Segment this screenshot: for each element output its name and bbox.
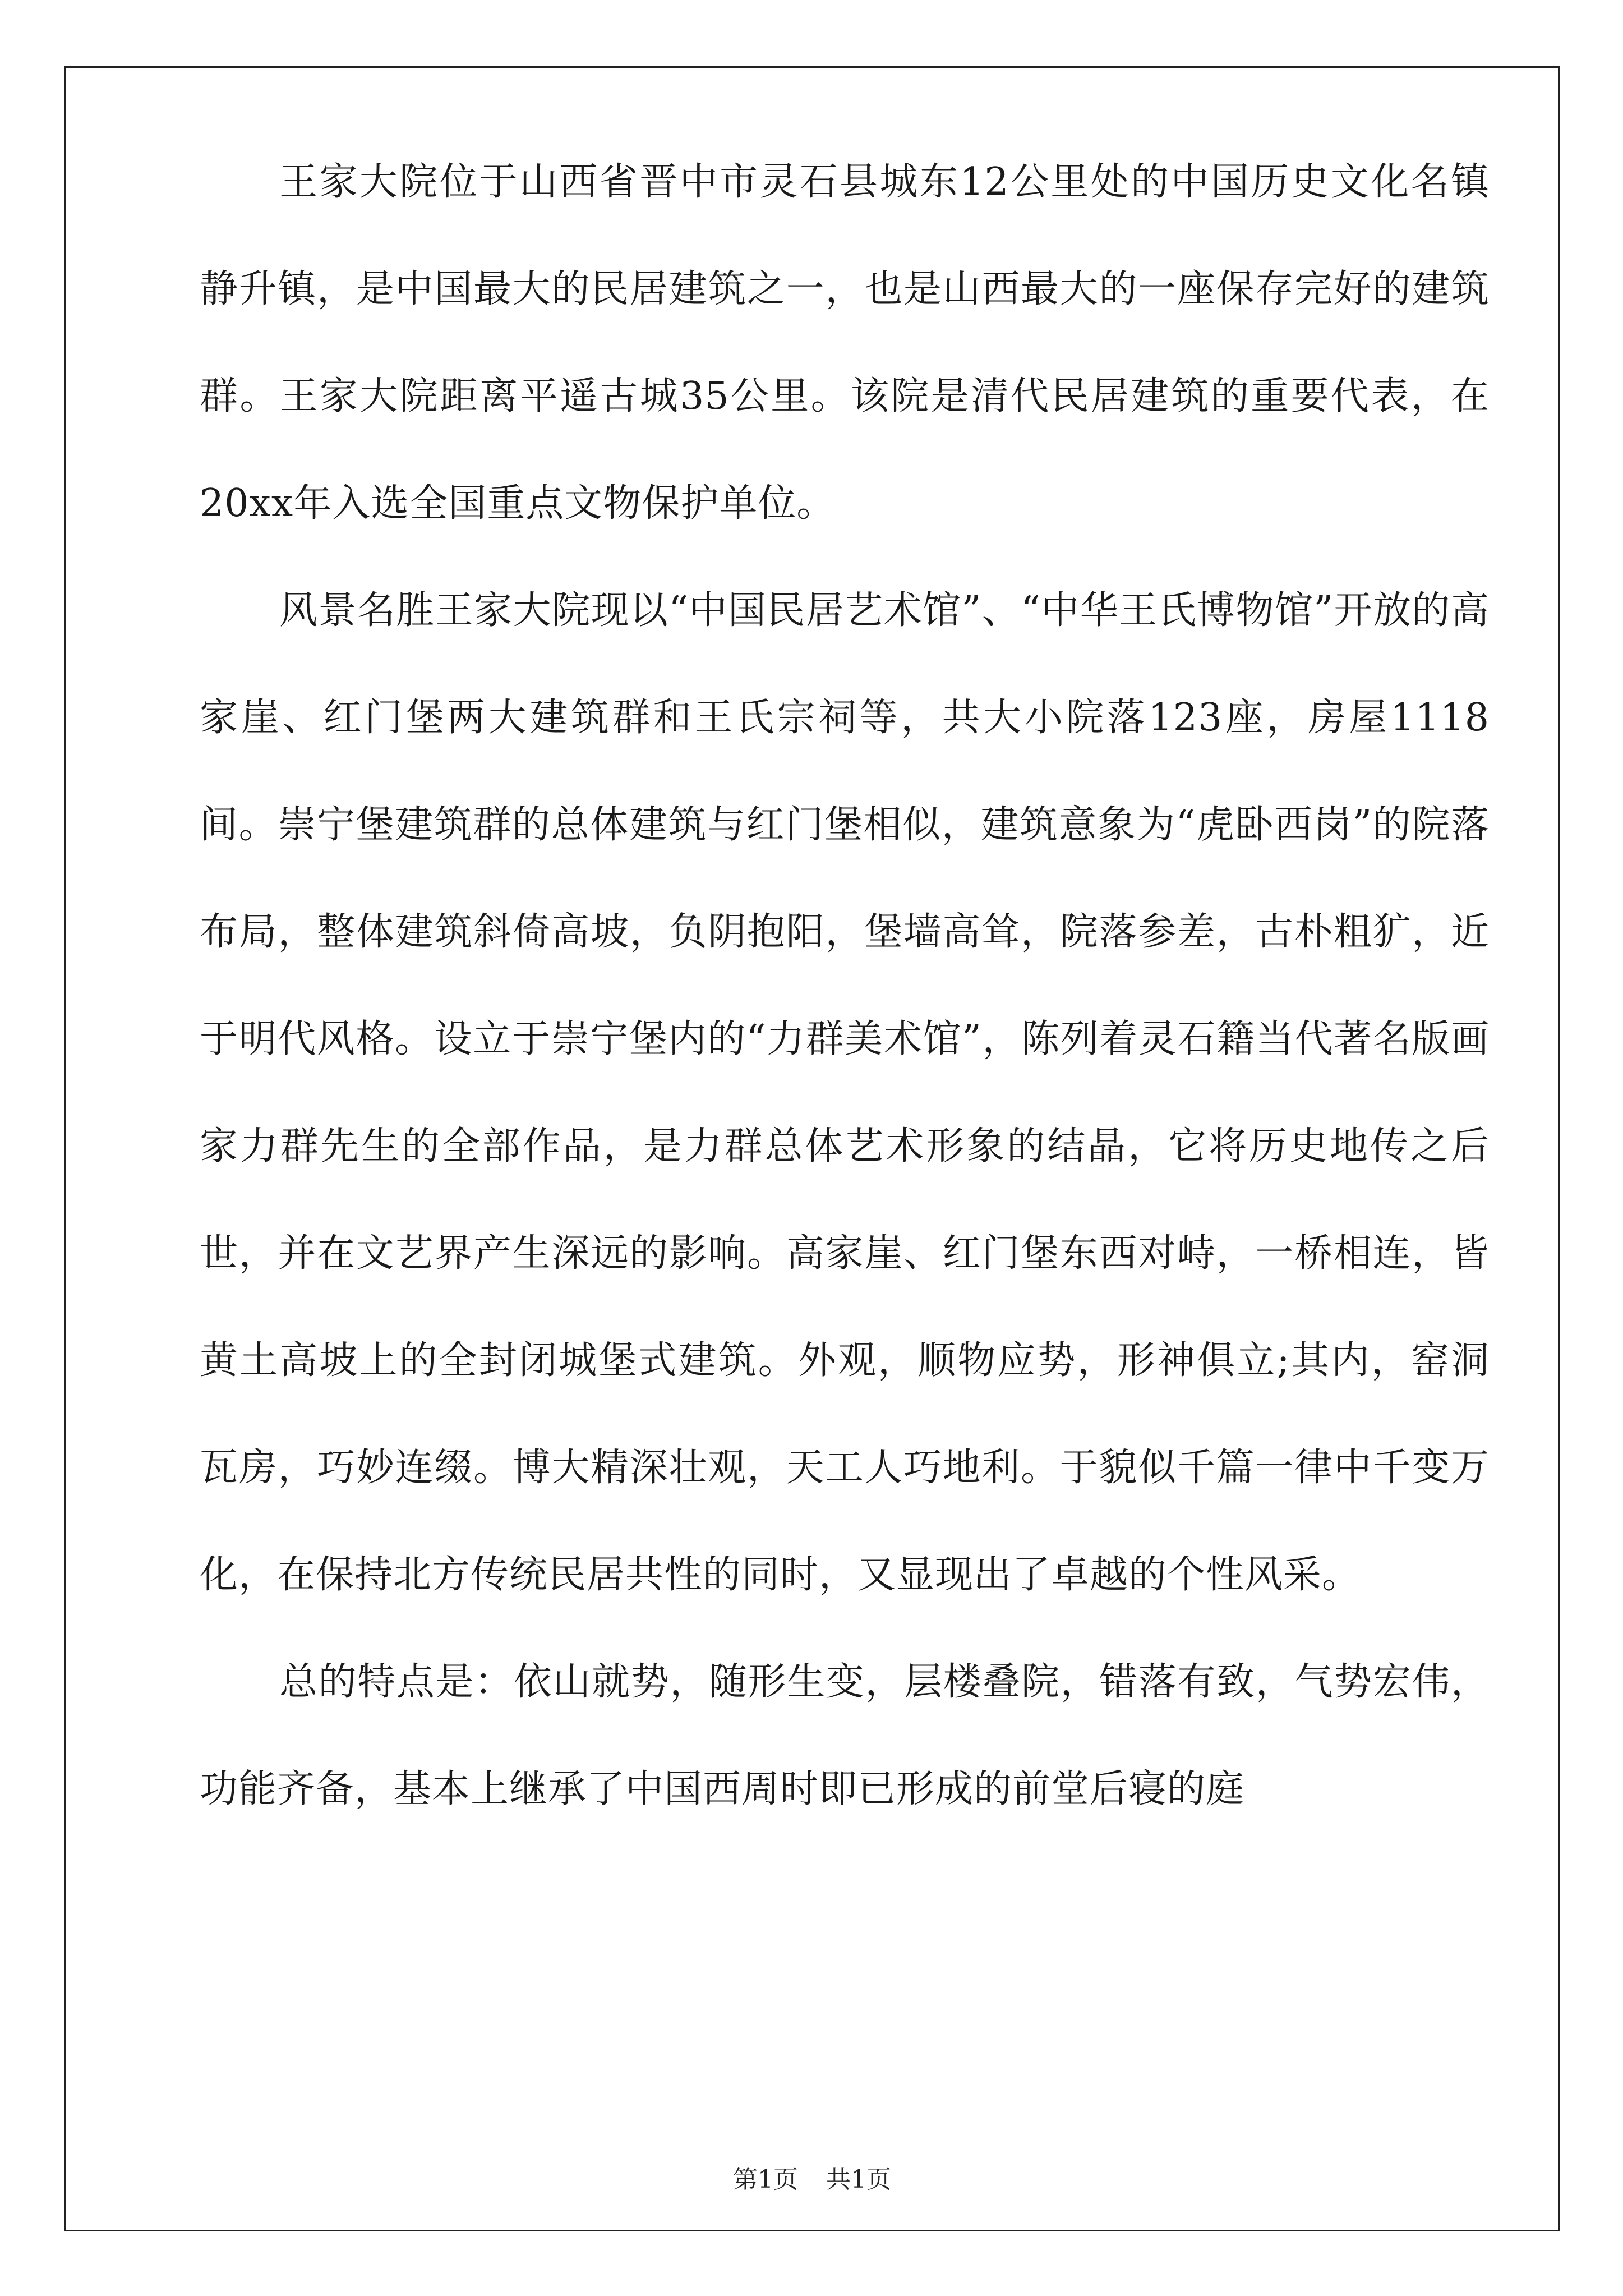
- paragraph-1: 王家大院位于山西省晋中市灵石县城东12公里处的中国历史文化名镇静升镇，是中国最大的民居建筑之一，也是山西最大的一座保存完好的建筑群。王家大院距离平遥古城35公里。该院是清代民居建筑的重要代表，在20xx年入选全国重点文物保护单位。: [200, 160, 1490, 526]
- page-footer: [66, 2163, 1558, 2197]
- page-frame: [64, 66, 1560, 2231]
- document-body: [200, 128, 1490, 1843]
- page-total: 共1页: [826, 2165, 891, 2194]
- paragraph-2: 风景名胜王家大院现以“中国民居艺术馆”、“中华王氏博物馆”开放的高家崖、红门堡两大建筑群和王氏宗祠等，共大小院落123座，房屋1118间。崇宁堡建筑群的总体建筑与红门堡相似，建筑意象为“虎卧西岗”的院落布局，整体建筑斜倚高坡，负阴抱阳，堡墙高耸，院落参差，古朴粗犷，近于明代风格。设立于崇宁堡内的“力群美术馆”，陈列着灵石籍当代著名版画家力群先生的全部作品，是力群总体艺术形象的结晶，它将历史地传之后世，并在文艺界产生深远的影响。高家崖、红门堡东西对峙，一桥相连，皆黄土高坡上的全封闭城堡式建筑。外观，顺物应势，形神俱立;其内，窑洞瓦房，巧妙连缀。博大精深壮观，天工人巧地利。于貌似千篇一律中千变万化，在保持北方传统民居共性的同时，又显现出了卓越的个性风采。: [200, 588, 1490, 1597]
- paragraph-3: 总的特点是：依山就势，随形生变，层楼叠院，错落有致，气势宏伟，功能齐备，基本上继承了中国西周时即已形成的前堂后寝的庭: [200, 1660, 1490, 1811]
- page-number: 第1页: [733, 2165, 798, 2194]
